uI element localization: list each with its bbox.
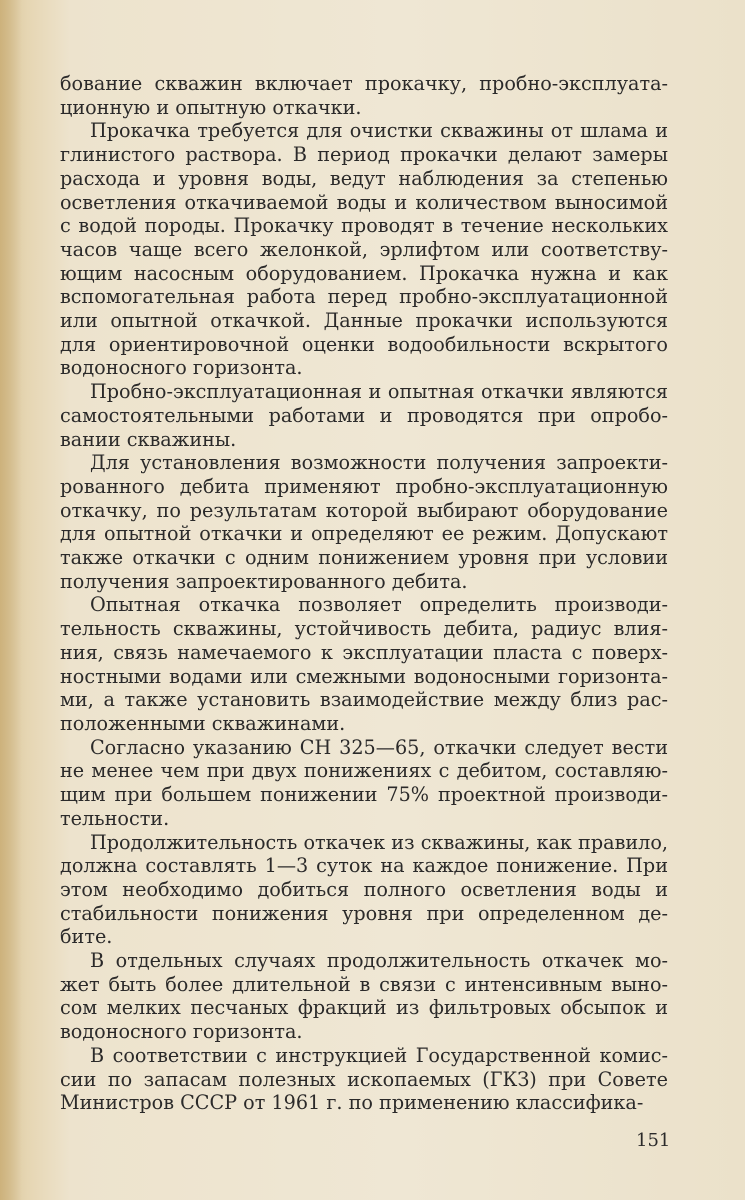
paragraph-8: В отдельных случаях продолжительность откачек может быть более длительной в связи с интенсивным выносом мелких песчаных фракций из фильтровых обсыпок и водоносного горизонта. <box>60 949 668 1044</box>
page-number: 151 <box>636 1130 671 1151</box>
paragraph-4: Для установления возможности получения запроектированного дебита применяют пробно-эксплуатационную откачку, по результатам которой выбирают оборудование для опытной откачки и определяют ее режим. Допускают также откачки с одним понижением уровня при условии получения запроектированного дебита. <box>60 451 668 593</box>
paragraph-9: В соответствии с инструкцией Государственной комиссии по запасам полезных ископаемых (ГКЗ) при Совете Министров СССР от 1961 г. по применению классифика- <box>60 1043 668 1115</box>
paragraph-2: Прокачка требуется для очистки скважины от шлама и глинистого раствора. В период прокачки делают замеры расхода и уровня воды, ведут наблюдения за степенью осветления откачиваемой воды и количеством выносимой с водой породы. Прокачку проводят в течение нескольких часов чаще всего желонкой, эрлифтом или соответствующим насосным оборудованием. Прокачка нужна и как вспомогательная работа перед пробно-эксплуатационной или опытной откачкой. Данные прокачки используются для ориентировочной оценки водообильности вскрытого водоносного горизонта. <box>60 119 668 380</box>
page-edge-shadow <box>0 0 22 1200</box>
body-text <box>60 72 668 1115</box>
paragraph-6: Согласно указанию СН 325—65, откачки следует вести не менее чем при двух понижениях с дебитом, составляющим при большем понижении 75% проектной производительности. <box>60 735 668 830</box>
paragraph-3: Пробно-эксплуатационная и опытная откачки являются самостоятельными работами и проводятся при опробовании скважины. <box>60 380 668 451</box>
paragraph-7: Продолжительность откачек из скважины, как правило, должна составлять 1—3 суток на каждое понижение. При этом необходимо добиться полного осветления воды и стабильности понижения уровня при определенном дебите. <box>60 830 668 949</box>
paragraph-5: Опытная откачка позволяет определить производительность скважины, устойчивость дебита, радиус влияния, связь намечаемого к эксплуатации пласта с поверхностными водами или смежными водоносными горизонтами, а также установить взаимодействие между близ расположенными скважинами. <box>60 593 668 735</box>
paragraph-1: бование скважин включает прокачку, пробно-эксплуатационную и опытную откачки. <box>60 72 668 119</box>
